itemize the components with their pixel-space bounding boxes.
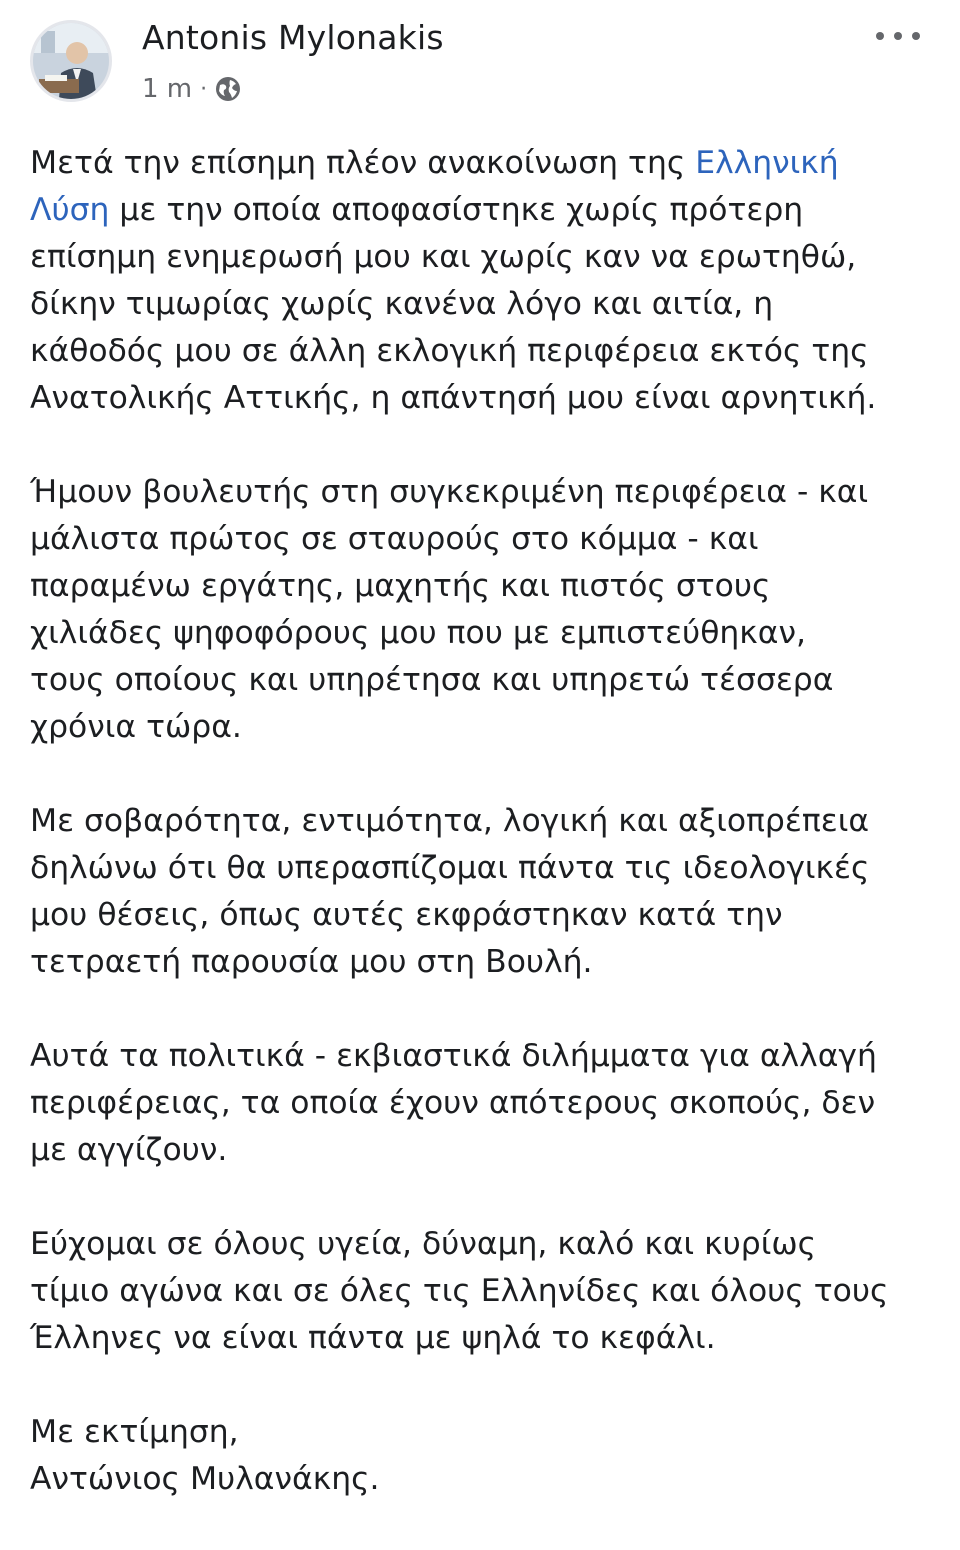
text-line: χιλιάδες ψηφοφόρους μου που με εμπιστεύθηκαν, [30, 615, 807, 651]
post-header [0, 0, 960, 120]
text-line [30, 140, 930, 187]
meta-separator: · [200, 76, 208, 102]
globe-icon[interactable] [215, 76, 241, 102]
text-line: με αγγίζουν. [30, 1132, 228, 1168]
text-line: Με σοβαρότητα, εντιμότητα, λογική και αξιοπρέπεια [30, 803, 870, 839]
text-line: τετραετή παρουσία μου στη Βουλή. [30, 944, 593, 980]
text-line: μου θέσεις, όπως αυτές εκφράστηκαν κατά την [30, 897, 783, 933]
text-line: μάλιστα πρώτος σε σταυρούς στο κόμμα - και [30, 521, 759, 557]
text-line: Ανατολικής Αττικής, η απάντησή μου είναι αρνητική. [30, 380, 877, 416]
more-horizontal-icon [876, 32, 884, 40]
page-link-elliniki-lysi[interactable]: Ελληνική [695, 145, 839, 181]
signature [30, 1409, 930, 1503]
text-line: τους οποίους και υπηρέτησα και υπηρετώ τέσσερα [30, 662, 834, 698]
text-fragment: με την οποία αποφασίστηκε χωρίς πρότερη [109, 192, 804, 228]
text-line: Αυτά τα πολιτικά - εκβιαστικά διλήμματα για αλλαγή [30, 1038, 877, 1074]
text-line: επίσημη ενημερωσή μου και χωρίς καν να ερωτηθώ, [30, 239, 857, 275]
text-line: παραμένω εργάτης, μαχητής και πιστός στους [30, 568, 771, 604]
avatar-photo [33, 23, 109, 99]
author-avatar[interactable] [30, 20, 112, 102]
text-line: τίμιο αγώνα και σε όλες τις Ελληνίδες και όλους τους [30, 1273, 889, 1309]
more-dot [894, 32, 902, 40]
text-line: Εύχομαι σε όλους υγεία, δύναμη, καλό και κυρίως [30, 1226, 817, 1262]
text-line: δηλώνω ότι θα υπερασπίζομαι πάντα τις ιδεολογικές [30, 850, 870, 886]
more-options-button[interactable] [876, 22, 920, 50]
text-line: δίκην τιμωρίας χωρίς κανένα λόγο και αιτία, η [30, 286, 774, 322]
post-meta [142, 72, 241, 106]
text-line: Έλληνες να είναι πάντα με ψηλά το κεφάλι. [30, 1320, 716, 1356]
post-text [30, 140, 930, 1550]
text-line: Με εκτίμηση, [30, 1414, 239, 1450]
text-line: Αντώνιος Μυλανάκης. [30, 1461, 380, 1497]
page-link-elliniki-lysi-cont[interactable]: Λύση [30, 192, 110, 228]
paragraph-2 [30, 469, 930, 751]
text-line [30, 187, 930, 234]
text-line: Ήμουν βουλευτής στη συγκεκριμένη περιφέρεια - και [30, 474, 869, 510]
post-timestamp[interactable]: 1 m [142, 74, 193, 104]
paragraph-5 [30, 1221, 930, 1362]
text-line: περιφέρειας, τα οποία έχουν απότερους σκοπούς, δεν [30, 1085, 876, 1121]
more-dot [912, 32, 920, 40]
paragraph-4 [30, 1033, 930, 1174]
text-fragment: Μετά την επίσημη πλέον ανακοίνωση της [30, 145, 696, 181]
paragraph-3 [30, 798, 930, 986]
author-name[interactable]: Antonis Mylonakis [142, 18, 444, 57]
text-line: χρόνια τώρα. [30, 709, 242, 745]
text-line: κάθοδός μου σε άλλη εκλογική περιφέρεια εκτός της [30, 333, 869, 369]
paragraph-1 [30, 140, 930, 422]
